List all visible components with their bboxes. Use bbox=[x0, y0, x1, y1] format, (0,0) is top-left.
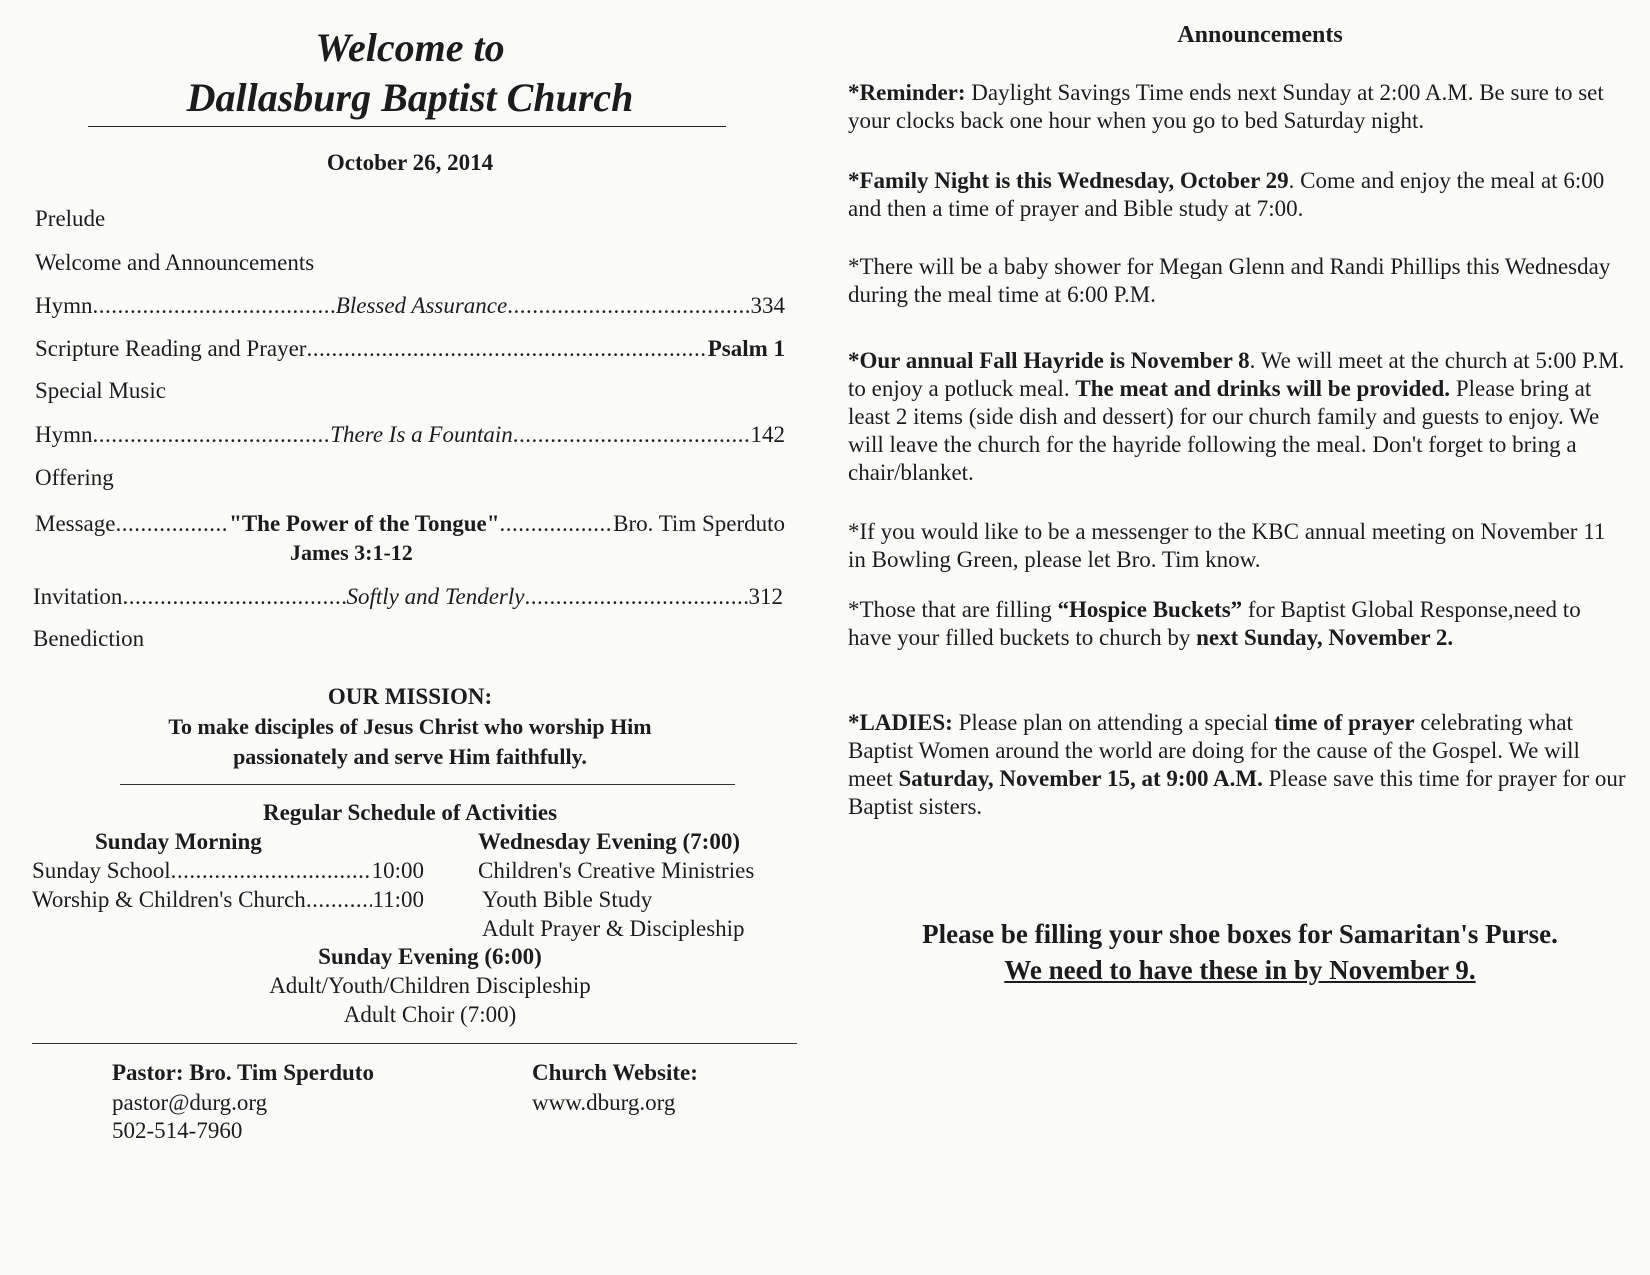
samaritans-purse-notice bbox=[850, 916, 1630, 988]
footer-divider bbox=[32, 1043, 797, 1044]
order-scripture bbox=[35, 336, 785, 362]
website-url: www.dburg.org bbox=[532, 1090, 676, 1115]
hymn-2-label: Hymn bbox=[35, 422, 93, 447]
hymn-2-title: There Is a Fountain bbox=[330, 422, 513, 447]
schedule-item-label: Sunday School bbox=[32, 858, 171, 883]
message-scripture-ref: James 3:1-12 bbox=[290, 540, 413, 565]
pastor-email: pastor@durg.org bbox=[112, 1090, 268, 1115]
wednesday-item: Adult Prayer & Discipleship bbox=[482, 916, 745, 941]
order-special-music: Special Music bbox=[35, 378, 166, 403]
sunday-morning-heading: Sunday Morning bbox=[95, 829, 262, 854]
announcement-emphasis: “Hospice Buckets” bbox=[1057, 597, 1243, 622]
announcement-lead: *Family Night is this Wednesday, October 29 bbox=[848, 168, 1289, 193]
announcement-text: . Come and enjoy the meal at 6:00 and then a time of prayer and Bible study at 7:00. bbox=[848, 168, 1605, 221]
order-offering: Offering bbox=[35, 465, 114, 490]
announcement-emphasis: next Sunday, November 2. bbox=[1196, 625, 1454, 650]
invitation-label: Invitation bbox=[33, 584, 123, 609]
mission-line-1: To make disciples of Jesus Christ who worship Him bbox=[168, 714, 652, 739]
church-name-title: Dallasburg Baptist Church bbox=[186, 75, 634, 120]
announcement-hospice-buckets bbox=[848, 596, 1628, 652]
hymn-1-title: Blessed Assurance bbox=[335, 293, 508, 318]
message-speaker: Bro. Tim Sperduto bbox=[613, 511, 786, 536]
pastor-heading: Pastor: Bro. Tim Sperduto bbox=[112, 1060, 374, 1085]
scripture-label: Scripture Reading and Prayer bbox=[35, 336, 307, 361]
scripture-ref: Psalm 1 bbox=[707, 336, 785, 361]
order-invitation bbox=[33, 584, 783, 610]
announcement-emphasis: time of prayer bbox=[1274, 710, 1415, 735]
announcement-emphasis: The meat and drinks will be provided. bbox=[1075, 376, 1451, 401]
schedule-heading: Regular Schedule of Activities bbox=[262, 800, 558, 825]
announcement-text: Daylight Savings Time ends next Sunday at 2:00 A.M. Be sure to set your clocks back one hour when you go to bed Saturday night. bbox=[848, 80, 1604, 133]
promo-line-1: Please be filling your shoe boxes for Samaritan's Purse. bbox=[922, 919, 1558, 949]
announcement-kbc-meeting bbox=[848, 518, 1628, 574]
sunday-evening-item: Adult/Youth/Children Discipleship bbox=[269, 973, 591, 998]
schedule-item-time: 10:00 bbox=[371, 858, 424, 883]
announcement-lead: *Our annual Fall Hayride is November 8 bbox=[848, 348, 1250, 373]
schedule-item-sunday-school bbox=[32, 858, 424, 884]
mission-line-2: passionately and serve Him faithfully. bbox=[233, 744, 587, 769]
announcement-text: Please bring at least 2 items (side dish and dessert) for our church family and guests to enjoy. We will leave the church for the hayride following the meal. Don't forget to bring a chair/blanket. bbox=[848, 376, 1600, 485]
announcement-text: Please save this time for prayer for our Baptist sisters. bbox=[848, 766, 1626, 819]
announcement-baby-shower bbox=[848, 253, 1628, 309]
message-title: "The Power of the Tongue" bbox=[229, 511, 500, 536]
order-message bbox=[35, 511, 785, 537]
promo-line-2: We need to have these in by November 9. bbox=[1004, 955, 1476, 985]
announcement-text: *There will be a baby shower for Megan Glenn and Randi Phillips this Wednesday during the meal time at 6:00 P.M. bbox=[848, 254, 1611, 307]
bulletin-right-page bbox=[830, 0, 1650, 1275]
welcome-title: Welcome to bbox=[315, 25, 505, 70]
order-prelude: Prelude bbox=[35, 206, 106, 231]
schedule-item-label: Worship & Children's Church bbox=[32, 887, 306, 912]
order-hymn-2 bbox=[35, 422, 785, 448]
announcement-lead: *Reminder: bbox=[848, 80, 966, 105]
invitation-number: 312 bbox=[748, 584, 783, 609]
pastor-phone: 502-514-7960 bbox=[112, 1118, 243, 1143]
announcements-heading: Announcements bbox=[1177, 22, 1343, 48]
hymn-1-number: 334 bbox=[750, 293, 786, 318]
hymn-1-label: Hymn bbox=[35, 293, 93, 318]
announcement-text: Please plan on attending a special bbox=[952, 710, 1275, 735]
announcement-family-night bbox=[848, 167, 1628, 223]
website-heading: Church Website: bbox=[532, 1060, 698, 1085]
hymn-2-number: 142 bbox=[750, 422, 785, 447]
announcement-lead: *LADIES: bbox=[848, 710, 953, 735]
announcement-text: . We will meet at the church at 5:00 P.M. to enjoy a potluck meal. bbox=[848, 348, 1625, 401]
wednesday-heading: Wednesday Evening (7:00) bbox=[478, 829, 740, 854]
sunday-evening-heading: Sunday Evening (6:00) bbox=[318, 944, 542, 969]
announcement-emphasis: Saturday, November 15, at 9:00 A.M. bbox=[898, 766, 1263, 791]
announcement-text: for Baptist Global Response,need to have your filled buckets to church by bbox=[848, 597, 1581, 650]
announcement-text: *Those that are filling bbox=[848, 597, 1058, 622]
message-label: Message bbox=[35, 511, 116, 536]
schedule-item-worship bbox=[32, 887, 424, 913]
mission-divider bbox=[120, 784, 735, 785]
wednesday-item: Youth Bible Study bbox=[482, 887, 653, 912]
order-hymn-1 bbox=[35, 293, 785, 319]
order-benediction: Benediction bbox=[33, 626, 145, 651]
wednesday-item: Children's Creative Ministries bbox=[478, 858, 755, 883]
sunday-evening-item: Adult Choir (7:00) bbox=[343, 1002, 517, 1027]
invitation-title: Softly and Tenderly bbox=[346, 584, 525, 609]
announcement-reminder bbox=[848, 79, 1628, 135]
mission-heading: OUR MISSION: bbox=[327, 684, 493, 709]
order-welcome: Welcome and Announcements bbox=[35, 250, 315, 275]
announcement-hayride bbox=[848, 347, 1628, 487]
announcement-text: celebrating what Baptist Women around the world are doing for the cause of the Gospel. We will meet bbox=[848, 710, 1580, 791]
announcement-text: *If you would like to be a messenger to the KBC annual meeting on November 11 in Bowling Green, please let Bro. Tim know. bbox=[848, 519, 1606, 572]
service-date: October 26, 2014 bbox=[326, 150, 494, 175]
schedule-item-time: 11:00 bbox=[372, 887, 424, 912]
announcement-ladies bbox=[848, 709, 1628, 821]
title-divider bbox=[88, 126, 726, 127]
